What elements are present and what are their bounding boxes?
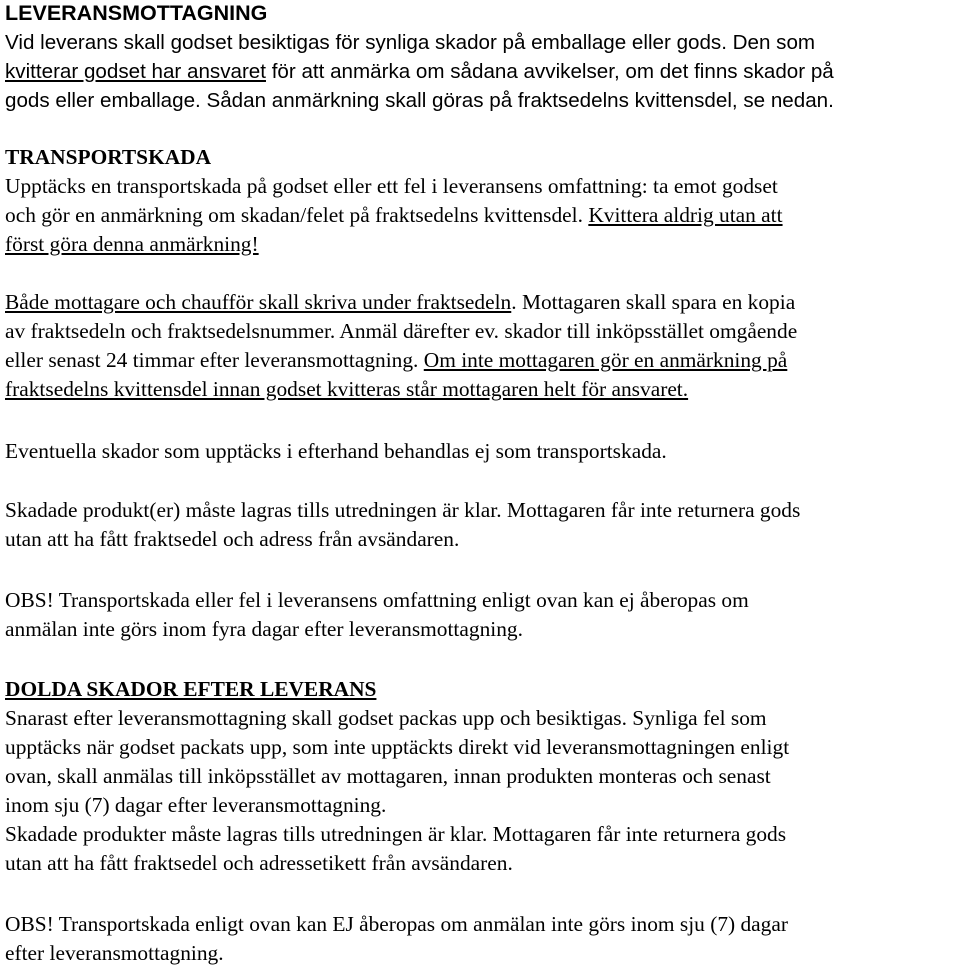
paragraph-line [5,288,797,317]
paragraph-line: utan att ha fått fraktsedel och adressetikett från avsändaren. [5,851,513,875]
text: och gör en anmärkning om skadan/felet på fraktsedelns kvittensdel. [5,203,589,227]
underlined-text: Både mottagare och chaufför skall skriva under fraktsedeln [5,290,512,314]
paragraph-line: gods eller emballage. Sådan anmärkning skall göras på fraktsedelns kvittensdel, se nedan. [5,89,834,112]
paragraph-line: Upptäcks en transportskada på godset eller ett fel i leveransens omfattning: ta emot godset [5,174,778,198]
section-leveransmottagning [5,0,834,115]
paragraph-line [5,201,783,230]
paragraph-line: efter leveransmottagning. [5,941,224,965]
text: . Mottagaren skall spara en kopia [511,290,796,314]
heading-leveransmottagning: LEVERANSMOTTAGNING [5,1,268,25]
paragraph-eventuella [5,437,667,466]
paragraph-line: OBS! Transportskada eller fel i leveransens omfattning enligt ovan kan ej åberopas om [5,588,749,612]
paragraph-line: utan att ha fått fraktsedel och adress från avsändaren. [5,527,460,551]
underlined-text: kvitterar godset har ansvaret [5,60,266,83]
paragraph-line: Vid leverans skall godset besiktigas för synliga skador på emballage eller gods. Den som [5,31,816,54]
paragraph-line: upptäcks när godset packats upp, som inte upptäckts direkt vid leveransmottagningen enligt [5,735,790,759]
paragraph-line: ovan, skall anmälas till inköpsstället av mottagaren, innan produkten monteras och senast [5,764,771,788]
section-dolda-skador [5,675,789,878]
paragraph-line: Snarast efter leveransmottagning skall godset packas upp och besiktigas. Synliga fel som [5,706,767,730]
underlined-text: fraktsedelns kvittensdel innan godset kvitteras står mottagaren helt för ansvaret. [5,377,689,401]
paragraph-line [5,57,834,86]
paragraph-line [5,346,797,375]
heading-transportskada: TRANSPORTSKADA [5,145,212,169]
heading-dolda-skador: DOLDA SKADOR EFTER LEVERANS [5,677,377,701]
underlined-text: Kvittera aldrig utan att [588,203,783,227]
paragraph-line: OBS! Transportskada enligt ovan kan EJ åberopas om anmälan inte görs inom sju (7) dagar [5,912,788,936]
paragraph-line: anmälan inte görs inom fyra dagar efter leveransmottagning. [5,617,523,641]
paragraph-obs-1 [5,586,749,644]
text: för att anmärka om sådana avvikelser, om det finns skador på [265,60,834,83]
paragraph-line: Skadade produkt(er) måste lagras tills utredningen är klar. Mottagaren får inte returnera gods [5,498,801,522]
paragraph-obs-2 [5,910,788,968]
paragraph-line: Skadade produkter måste lagras tills utredningen är klar. Mottagaren får inte returnera gods [5,822,787,846]
underlined-text: Om inte mottagaren gör en anmärkning på [423,348,788,372]
text: eller senast 24 timmar efter leveransmottagning. [5,348,424,372]
underlined-text: först göra denna anmärkning! [5,232,259,256]
section-transportskada [5,143,783,259]
paragraph-line: inom sju (7) dagar efter leveransmottagning. [5,793,387,817]
paragraph-line: Eventuella skador som upptäcks i efterhand behandlas ej som transportskada. [5,439,667,463]
paragraph-skadade [5,496,800,554]
paragraph-signatures [5,288,797,404]
paragraph-line: av fraktsedeln och fraktsedelsnummer. Anmäl därefter ev. skador till inköpsstället omgående [5,319,798,343]
